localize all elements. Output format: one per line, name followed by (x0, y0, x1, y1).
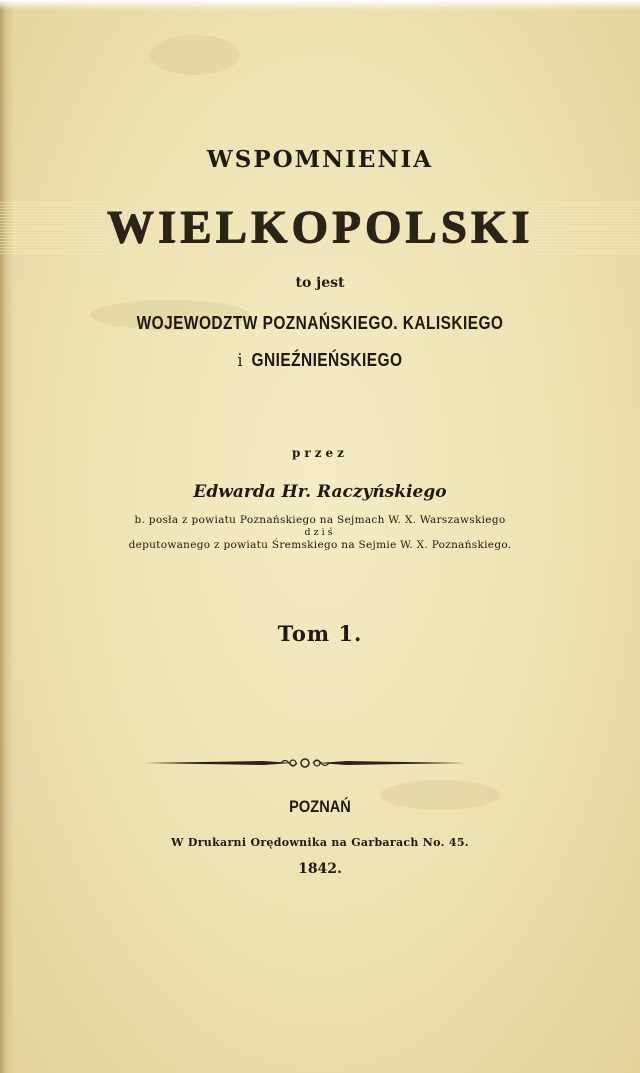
volume-number: Tom 1. (277, 621, 363, 646)
author-description-today: dziś (304, 527, 336, 538)
page-top-margin (0, 0, 640, 10)
author-description-line-1: b. posła z powiatu Poznańskiego na Sejmach W. X. Warszawskiego (134, 514, 506, 526)
printer-imprint: W Drukarni Orędownika na Garbarach No. 45. (171, 836, 469, 849)
subtitle-intro: to jest (295, 275, 345, 291)
author-description-line-2: deputowanego z powiatu Śremskiego na Sejmie W. X. Poznańskiego. (128, 539, 512, 551)
by-word: przez (292, 446, 348, 460)
subtitle-line-2-text: GNIEŹNIEŃSKIEGO (251, 350, 403, 370)
title-line-2 (0, 200, 640, 254)
publication-city: POZNAŃ (289, 797, 351, 816)
subtitle-line-2-prefix: i (237, 350, 243, 371)
subtitle-line-2 (45, 350, 595, 371)
title-line-1: WSPOMNIENIA (206, 146, 434, 173)
title-line-2-text: WIELKOPOLSKI (103, 200, 538, 254)
author-name: Edwarda Hr. Raczyńskiego (193, 482, 447, 502)
publication-year: 1842. (298, 861, 342, 877)
subtitle-line-1: WOJEWODZTW POZNAŃSKIEGO. KALISKIEGO (136, 313, 504, 333)
ornamental-divider (143, 756, 467, 770)
paper-stain (150, 35, 240, 75)
